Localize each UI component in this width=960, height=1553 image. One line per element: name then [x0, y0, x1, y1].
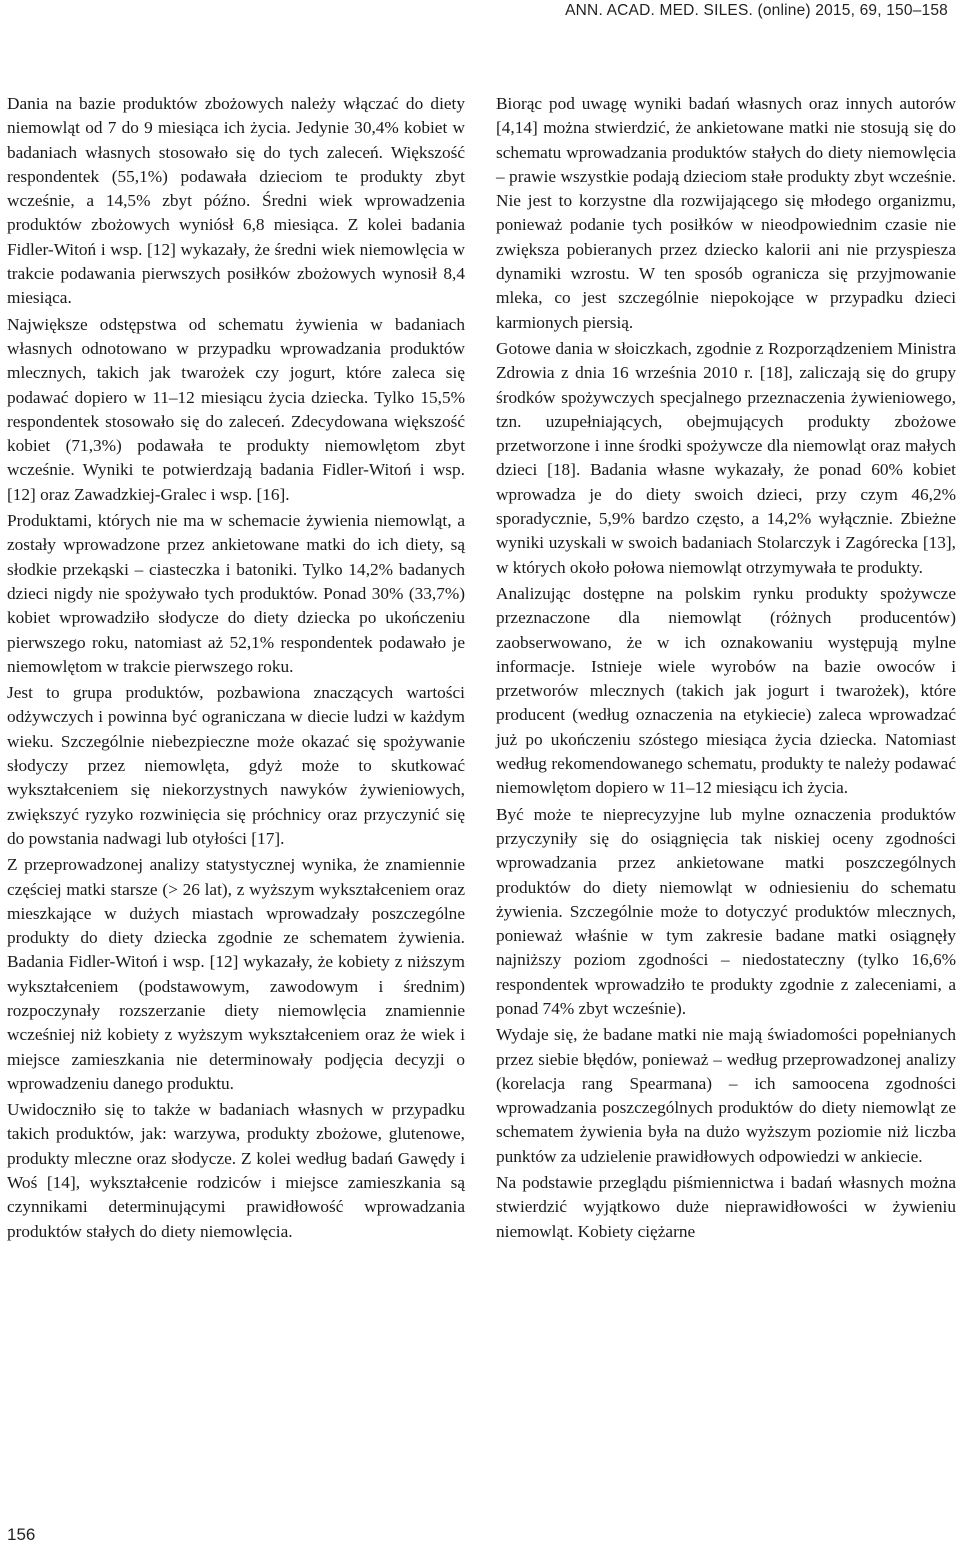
right-column [496, 92, 956, 1246]
running-header: ANN. ACAD. MED. SILES. (online) 2015, 69, 150–158 [565, 2, 948, 19]
paragraph: Na podstawie przeglądu piśmiennictwa i badań własnych można stwierdzić wyjątkowo duże nieprawidłowości w żywieniu niemowląt. Kobiety ciężarne [496, 1173, 956, 1241]
paragraph: Być może te nieprecyzyjne lub mylne oznaczenia produktów przyczyniły się do osiągnięcia tak niskiej oceny zgodności wprowadzania przez ankietowane matki poszczególnych produktów do diety niemowląt w odniesieniu do schematu żywienia. Szczególnie może to dotyczyć produktów mlecznych, ponieważ właśnie w tym zakresie badane matki osiągnęły najniższy poziom zgodności – niedostateczny (tylko 16,6% respondentek wprowadziło te produkty zgodnie z zaleceniami, a ponad 74% zbyt wcześnie). [496, 804, 956, 1018]
paragraph: Produktami, których nie ma w schemacie żywienia niemowląt, a zostały wprowadzone przez ankietowane matki do ich diety, są słodkie przekąski – ciasteczka i batoniki. Tylko 14,2% badanych dzieci nigdy nie spożywało tych produktów. Ponad 30% (33,7%) kobiet wprowadziło słodycze do diety dziecka po ukończeniu pierwszego roku, natomiast aż 52,1% respondentek podawało je niemowlętom w trakcie pierwszego roku. [7, 511, 465, 676]
paragraph: Gotowe dania w słoiczkach, zgodnie z Rozporządzeniem Ministra Zdrowia z dnia 16 września 2010 r. [18], zaliczają się do grupy środków spożywczych specjalnego przeznaczenia żywieniowego, tzn. uzupełniających, obejmujących produkty zbożowe przetworzone i inne środki spożywcze dla niemowląt oraz małych dzieci [18]. Badania własne wykazały, że ponad 60% kobiet wprowadza je do diety swoich dzieci, przy czym 46,2% sporadycznie, 5,9% bardzo często, a 14,2% wyłącznie. Zbieżne wyniki uzyskali w swoich badaniach Stolarczyk i Zagórecka [13], w których około połowa niemowląt otrzymywała te produkty. [496, 338, 956, 577]
paragraph: Z przeprowadzonej analizy statystycznej wynika, że znamiennie częściej matki starsze (> 26 lat), z wyższym wykształceniem oraz mieszkające w dużych miastach wprowadzały poszczególne produkty do diety dziecka zgodnie ze schematem żywienia. Badania Fidler-Witoń i wsp. [12] wykazały, że kobiety z niższym wykształceniem (podstawowym, zawodowym i średnim) rozpoczynały rozszerzanie diety niemowlęcia znamiennie wcześniej niż kobiety z wyższym wykształceniem oraz że wiek i miejsce zamieszkania nie determinowały podjęcia decyzji o wprowadzeniu danego produktu. [7, 855, 465, 1093]
paragraph: Uwidoczniło się to także w badaniach własnych w przypadku takich produktów, jak: warzywa, produkty zbożowe, glutenowe, produkty mleczne oraz słodycze. Z kolei według badań Gawędy i Woś [14], wykształcenie rodziców i miejsce zamieszkania są czynnikami determinującymi prawidłowość wprowadzania produktów stałych do diety niemowlęcia. [7, 1100, 465, 1241]
paragraph: Wydaje się, że badane matki nie mają świadomości popełnianych przez siebie błędów, ponieważ – według przeprowadzonej analizy (korelacja rang Spearmana) – ich samoocena zgodności wprowadzania poszczególnych produktów do diety niemowląt ze schematem żywienia była na dużo wyższym poziomie niż liczba punktów za udzielenie prawidłowych odpowiedzi w ankiecie. [496, 1025, 956, 1166]
paragraph: Dania na bazie produktów zbożowych należy włączać do diety niemowląt od 7 do 9 miesiąca ich życia. Jedynie 30,4% kobiet w badaniach własnych stosowało się do tych zaleceń. Większość respondentek (55,1%) podawała dzieciom te produkty zbyt wcześnie, a 14,5% zbyt późno. Średni wiek wprowadzenia produktów zbożowych wyniósł 6,8 miesiąca. Z kolei badania Fidler-Witoń i wsp. [12] wykazały, że średni wiek niemowlęcia w trakcie podawania pierwszych posiłków zbożowych wynosił 8,4 miesiąca. [7, 94, 465, 308]
paragraph: Biorąc pod uwagę wyniki badań własnych oraz innych autorów [4,14] można stwierdzić, że ankietowane matki nie stosują się do schematu wprowadzania produktów stałych do diety niemowlęcia – prawie wszystkie podają dzieciom stałe produkty zbyt wcześnie. Nie jest to korzystne dla rozwijającego się młodego organizmu, ponieważ podanie tych posiłków w nieodpowiednim czasie nie zwiększa pobieranych przez dziecko kalorii ani nie przyspiesza dynamiki wzrostu. W ten sposób ogranicza się przyjmowanie mleka, co jest szczególnie niepokojące w przypadku dzieci karmionych piersią. [496, 94, 956, 332]
paragraph: Jest to grupa produktów, pozbawiona znaczących wartości odżywczych i powinna być ograniczana w diecie ludzi w każdym wieku. Szczególnie niebezpieczne może okazać się spożywanie słodyczy przez niemowlęta, gdyż może to skutkować wykształceniem się niekorzystnych nawyków żywieniowych, zwiększyć ryzyko rozwinięcia się próchnicy oraz przyczynić się do powstania nadwagi lub otyłości [17]. [7, 683, 465, 848]
paragraph: Największe odstępstwa od schematu żywienia w badaniach własnych odnotowano w przypadku wprowadzania produktów mlecznych, takich jak twarożek czy jogurt, które zaleca się podawać dopiero w 11–12 miesiącu życia dziecka. Tylko 15,5% respondentek stosowało się do zaleceń. Zdecydowana większość kobiet (71,3%) podawała te produkty niemowlętom zbyt wcześnie. Wyniki te potwierdzają badania Fidler-Witoń i wsp. [12] oraz Zawadzkiej-Gralec i wsp. [16]. [7, 314, 465, 504]
left-column [7, 92, 465, 1246]
page-number: 156 [7, 1525, 36, 1544]
paragraph: Analizując dostępne na polskim rynku produkty spożywcze przeznaczone dla niemowląt (różnych producentów) zaobserwowano, że w ich oznakowaniu występują mylne informacje. Istnieje wiele wyrobów na bazie owoców i przetworów mlecznych (takich jak jogurt i twarożek), które producent (według oznaczenia na etykiecie) zaleca wprowadzać już po ukończeniu szóstego miesiąca życia dziecka. Natomiast według rekomendowanego schematu, produkty te należy podawać niemowlętom dopiero w 11–12 miesiącu ich życia. [496, 583, 956, 798]
